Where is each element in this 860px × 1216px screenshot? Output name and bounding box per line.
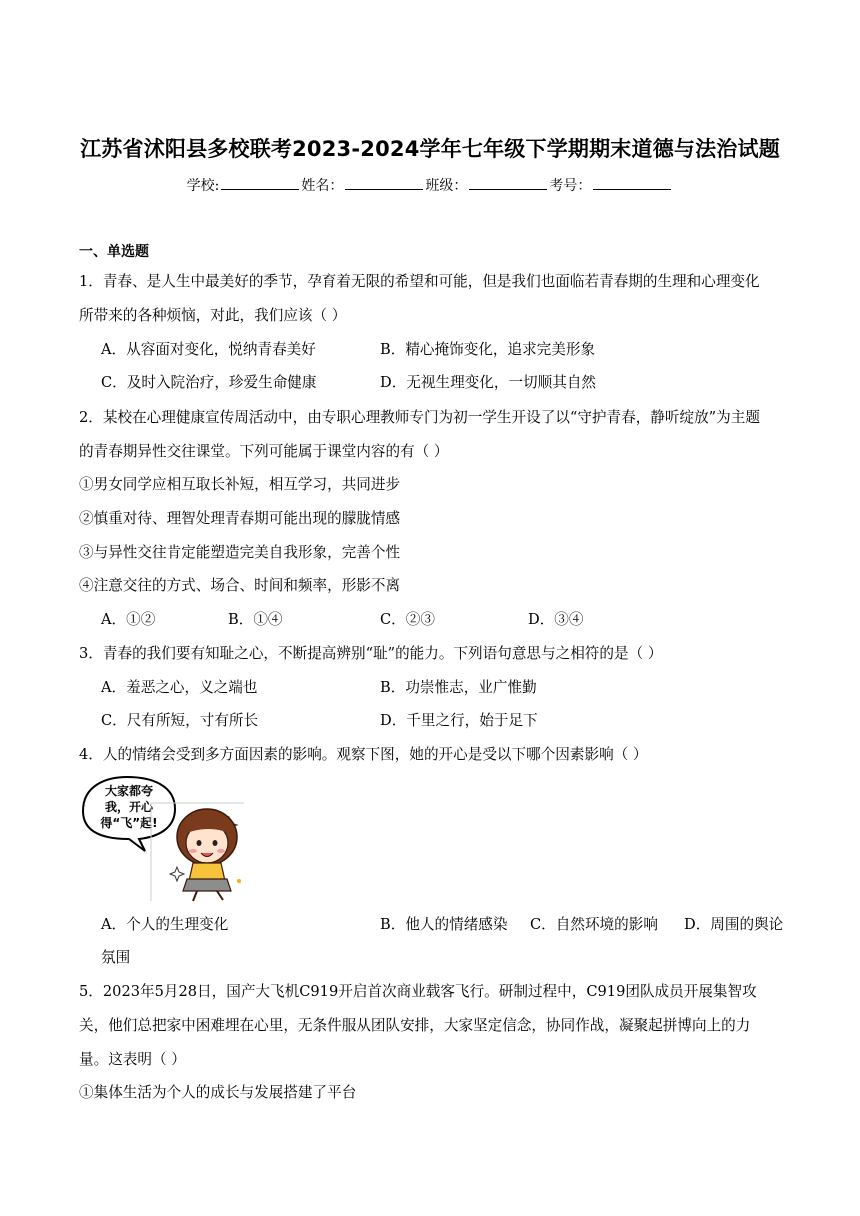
school-label: 学校: [186,178,220,194]
student-info-line [0,175,860,195]
q4-stem-line1: 4．人的情绪会受到多方面因素的影响。观察下图，她的开心是受以下哪个因素影响（ ） [79,746,648,763]
q5-stem-line3: 量。这表明（ ） [79,1051,186,1068]
q4-option-c: C．自然环境的影响 [530,916,658,933]
q1-option-d: D．无视生理变化，一切顺其自然 [380,374,597,391]
q2-option-a: A．①② [101,611,156,628]
q5-stem-line2: 关，他们总把家中困难埋在心里，无条件服从团队安排，大家坚定信念，协同作战，凝聚起拼博向上的力 [79,1017,751,1034]
bubble-text-line3: 得“飞”起! [100,816,158,830]
section-title: 一、单选题 [79,244,149,260]
q4-option-b: B．他人的情绪感染 [380,916,508,933]
q2-stem-line1: 2．某校在心理健康宣传周活动中，由专职心理教师专门为初一学生开设了以“守护青春，静听绽放”为主题 [79,409,760,426]
page-title: 江苏省沭阳县多校联考2023-2024学年七年级下学期期末道德与法治试题 [80,137,780,161]
q3-option-a: A．羞恶之心，义之端也 [101,679,258,696]
class-blank [469,177,547,190]
q2-statement-4: ④注意交往的方式、场合、时间和频率，形影不离 [79,577,401,594]
q3-option-b: B．功崇惟志，业广惟勤 [380,679,537,696]
q4-option-d-continued: 氛围 [101,949,131,966]
q1-stem-line1: 1．青春、是人生中最美好的季节，孕育着无限的希望和可能，但是我们也面临若青春期的生理和心理变化 [79,273,760,290]
q2-statement-2: ②慎重对待、理智处理青春期可能出现的朦胧情感 [79,510,401,527]
bubble-text-line1: 大家都夸 [104,784,154,798]
q2-option-d: D．③④ [528,611,584,628]
name-label: 姓名： [301,178,344,194]
bubble-text-line2: 我，开心 [104,800,154,814]
q2-statement-1: ①男女同学应相互取长补短，相互学习，共同进步 [79,476,401,493]
school-blank [221,177,299,190]
q1-stem-line2: 所带来的各种烦恼，对此，我们应该（ ） [79,307,347,324]
class-label: 班级： [425,178,468,194]
q3-option-d: D．千里之行，始于足下 [380,712,538,729]
q2-stem-line2: 的青春期异性交往课堂。下列可能属于课堂内容的有（ ） [79,443,449,460]
girl-shirt [189,863,225,881]
q4-option-a: A．个人的生理变化 [101,916,229,933]
q5-statement-1: ①集体生活为个人的成长与发展搭建了平台 [79,1084,357,1101]
q1-option-c: C．及时入院治疗，珍爱生命健康 [101,374,317,391]
sparkle-icon [170,867,184,881]
q2-option-b: B．①④ [228,611,283,628]
exam-no-blank [593,177,671,190]
q3-stem-line1: 3．青春的我们要有知耻之心，不断提高辨别“耻”的能力。下列语句意思与之相符的是（ ） [79,645,663,662]
q4-option-d: D．周围的舆论 [684,916,784,933]
q5-stem-line1: 5．2023年5月28日，国产大飞机C919开启首次商业载客飞行。研制过程中，C919团队成员开展集智攻 [79,983,757,1000]
q2-statement-3: ③与异性交往肯定能塑造完美自我形象，完善个性 [79,544,401,561]
name-blank [345,177,423,190]
q1-option-a: A．从容面对变化，悦纳青春美好 [101,341,316,358]
cartoon-girl-illustration [79,773,249,903]
q3-option-c: C．尺有所短，寸有所长 [101,712,259,729]
exam-no-label: 考号： [549,178,592,194]
q1-option-b: B．精心掩饰变化，追求完美形象 [380,341,596,358]
q2-option-c: C．②③ [380,611,435,628]
girl-skirt [183,879,231,891]
